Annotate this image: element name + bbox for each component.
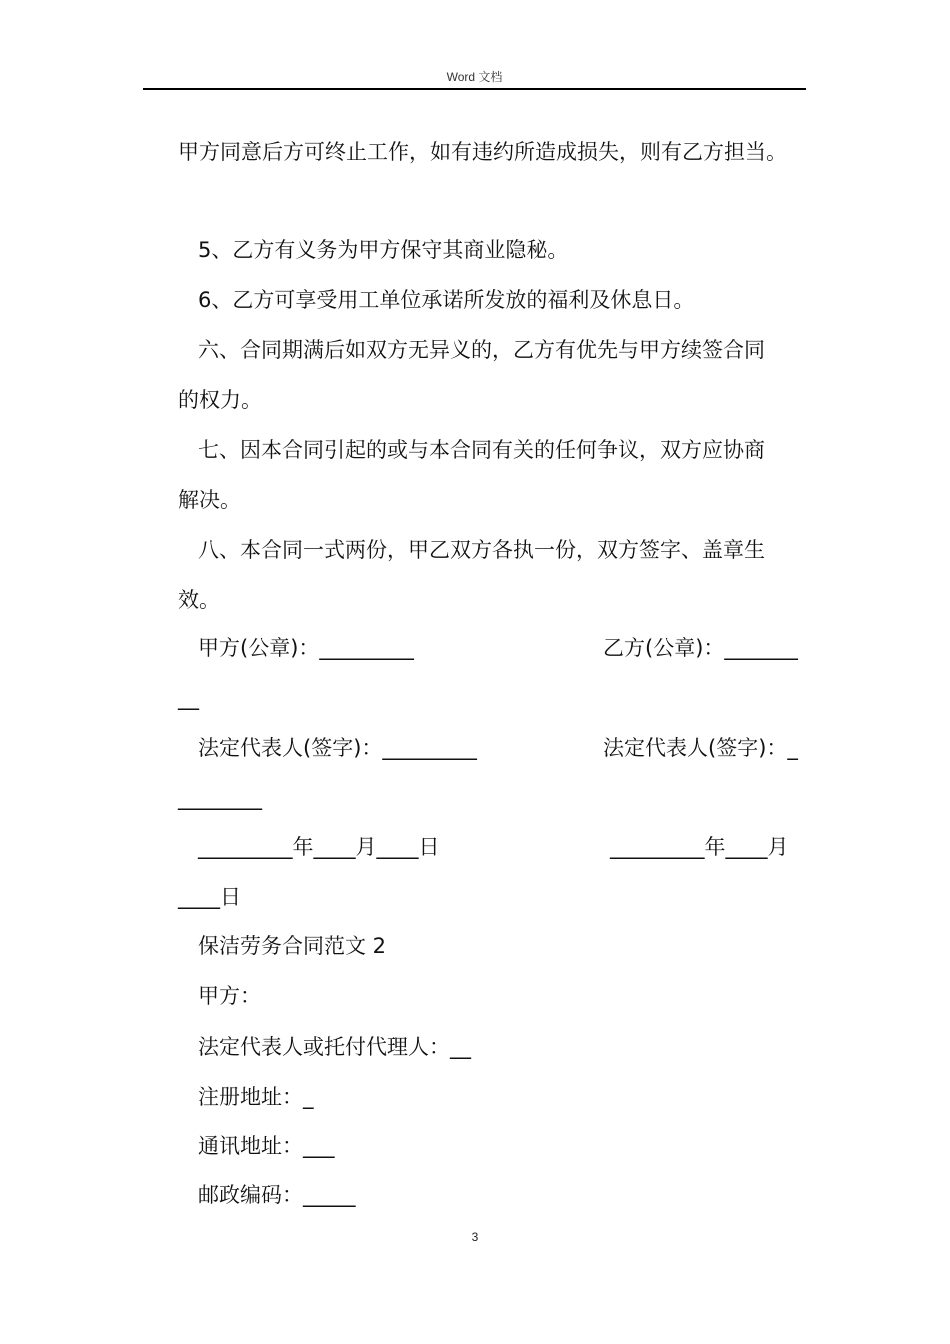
party-a-seal: 甲方(公章)：_________ — [198, 636, 414, 660]
section-8-cont: 效。 — [178, 588, 220, 612]
section-7: 七、因本合同引起的或与本合同有关的任何争议，双方应协商 — [198, 438, 765, 462]
party-a-representative: 法定代表人(签字)：_________ — [198, 736, 477, 760]
section-8: 八、本合同一式两份，甲乙双方各执一份，双方签字、盖章生 — [198, 538, 765, 562]
party-a-label: 甲方： — [198, 984, 261, 1008]
header-title: Word 文档 — [446, 70, 503, 84]
section-7-cont: 解决。 — [178, 488, 241, 512]
party-b-seal-cont: __ — [178, 686, 199, 710]
section-6-cont: 的权力。 — [178, 388, 262, 412]
mailing-address-field: 通讯地址：___ — [198, 1134, 335, 1158]
clause-5: 5、乙方有义务为甲方保守其商业隐秘。 — [198, 238, 569, 262]
postcode-field: 邮政编码：_____ — [198, 1183, 356, 1207]
page-header — [143, 66, 806, 90]
party-a-date: _________年____月____日 — [198, 835, 440, 859]
section-title: 保洁劳务合同范文 2 — [198, 934, 387, 958]
section-6: 六、合同期满后如双方无异义的，乙方有优先与甲方续签合同 — [198, 338, 765, 362]
party-b-date-cont: ____日 — [178, 885, 241, 909]
registered-address-field: 注册地址：_ — [198, 1085, 314, 1109]
representative-field: 法定代表人或托付代理人：__ — [198, 1035, 471, 1059]
clause-6: 6、乙方可享受用工单位承诺所发放的福利及休息日。 — [198, 288, 695, 312]
party-b-date: _________年____月 — [610, 835, 789, 859]
party-b-representative-cont: ________ — [178, 786, 262, 810]
party-b-seal: 乙方(公章)：_______ — [603, 636, 798, 660]
paragraph-line: 甲方同意后方可终止工作，如有违约所造成损失，则有乙方担当。 — [178, 140, 787, 164]
party-b-representative: 法定代表人(签字)：_ — [603, 736, 798, 760]
page-number: 3 — [471, 1230, 479, 1244]
